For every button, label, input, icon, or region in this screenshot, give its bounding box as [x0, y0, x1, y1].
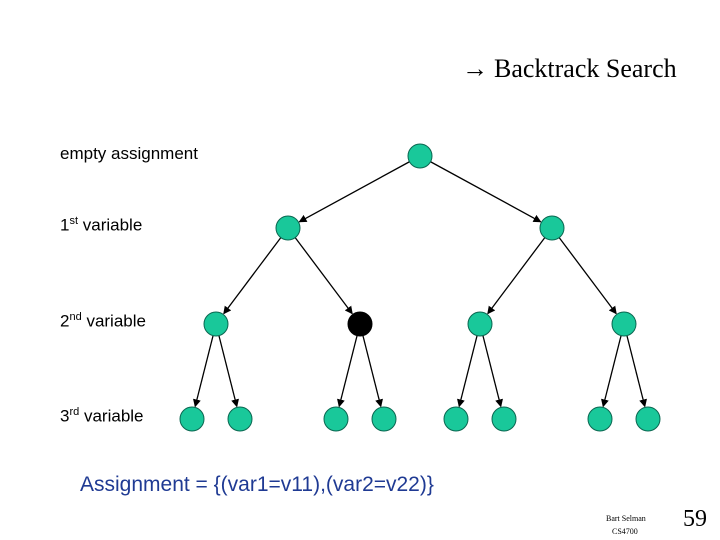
tree-edge-v2-2-to-v3-3	[339, 336, 357, 407]
tree-node-v3-5	[444, 407, 468, 431]
level-text: variable	[79, 406, 144, 426]
tree-node-v2-4	[612, 312, 636, 336]
footer-author: Bart Selman	[606, 514, 646, 523]
page-number: 59	[683, 506, 707, 532]
assignment-text: Assignment = {(var1=v11),(var2=v22)}	[80, 473, 434, 496]
tree-node-v3-7	[588, 407, 612, 431]
tree-node-v1-2	[540, 216, 564, 240]
level-label-empty: empty assignment	[60, 144, 198, 163]
tree-edge-v2-1-to-v3-1	[195, 336, 213, 407]
right-arrow-icon: →	[462, 54, 488, 83]
tree-node-v3-6	[492, 407, 516, 431]
tree-node-v2-1	[204, 312, 228, 336]
level-text: variable	[81, 311, 146, 331]
level-ordinal-suffix: rd	[69, 406, 80, 418]
tree-edge-v1-1-to-v2-2	[295, 238, 352, 314]
tree-node-v1-1	[276, 216, 300, 240]
tree-edge-v1-2-to-v2-3	[488, 238, 545, 314]
level-number: 2	[60, 311, 70, 331]
tree-edge-v2-4-to-v3-8	[627, 336, 645, 407]
level-number: 1	[60, 215, 70, 235]
tree-edge-v2-4-to-v3-7	[603, 336, 621, 407]
tree-node-v3-4	[372, 407, 396, 431]
slide-title-text: Backtrack Search	[494, 54, 677, 83]
tree-edge-v2-3-to-v3-5	[459, 336, 477, 407]
tree-node-v2-3	[468, 312, 492, 336]
tree-node-v3-1	[180, 407, 204, 431]
tree-edge-v1-2-to-v2-4	[559, 238, 616, 314]
level-ordinal-suffix: nd	[69, 311, 82, 323]
tree-edge-root-to-v1-2	[431, 162, 541, 222]
tree-edge-root-to-v1-1	[299, 162, 409, 222]
tree-edge-v2-1-to-v3-2	[219, 336, 237, 407]
tree-edge-v2-2-to-v3-4	[363, 336, 381, 407]
tree-node-root	[408, 144, 432, 168]
tree-edge-v1-1-to-v2-1	[224, 238, 281, 314]
level-number: 3	[60, 406, 70, 426]
tree-node-v3-2	[228, 407, 252, 431]
tree-node-v3-3	[324, 407, 348, 431]
tree-node-v3-8	[636, 407, 660, 431]
footer-course: CS4700	[612, 527, 638, 536]
level-text: variable	[78, 215, 143, 235]
tree-edge-v2-3-to-v3-6	[483, 336, 501, 407]
level-ordinal-suffix: st	[69, 215, 79, 227]
tree-node-v2-2-current	[348, 312, 372, 336]
